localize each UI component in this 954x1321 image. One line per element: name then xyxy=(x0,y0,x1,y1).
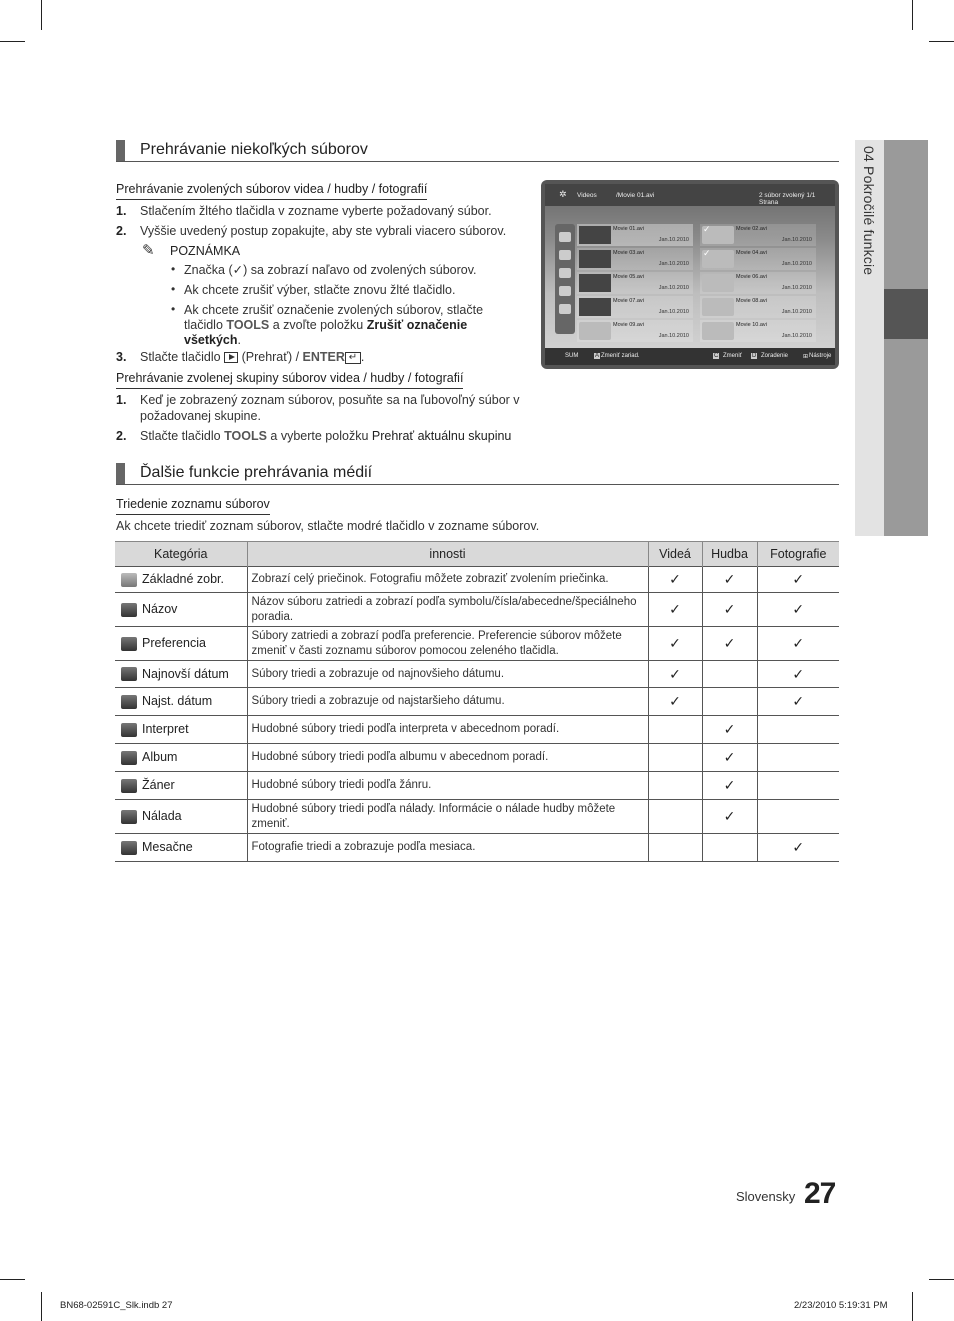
file-date: Jan.10.2010 xyxy=(658,285,689,291)
file-date: Jan.10.2010 xyxy=(781,285,812,291)
artist-icon xyxy=(121,723,137,737)
category-cell: Základné zobr. xyxy=(115,567,247,593)
step-number: 3. xyxy=(116,350,127,364)
calendar-30-icon xyxy=(559,268,571,278)
file-date: Jan.10.2010 xyxy=(781,261,812,267)
music-check-cell: ✓ xyxy=(702,716,757,744)
music-check-cell xyxy=(702,834,757,862)
header-music: Hudba xyxy=(702,542,757,567)
section-header-multiple-files xyxy=(116,140,839,162)
music-check-cell: ✓ xyxy=(702,593,757,627)
crop-mark xyxy=(41,1292,42,1321)
music-check-cell xyxy=(702,661,757,688)
file-date: Jan.10.2010 xyxy=(658,333,689,339)
music-check-cell xyxy=(702,688,757,716)
table-row xyxy=(115,744,839,772)
table-row xyxy=(115,716,839,744)
file-date: Jan.10.2010 xyxy=(658,309,689,315)
page-language: Slovensky xyxy=(736,1189,796,1204)
table-row xyxy=(115,627,839,661)
category-cell: Najst. dátum xyxy=(115,688,247,716)
description-cell: Zobrazí celý priečinok. Fotografiu môžete zobraziť zvolením priečinka. xyxy=(247,567,648,593)
tv-category-bar xyxy=(555,224,575,334)
table-header-row xyxy=(115,542,839,567)
tv-screenshot xyxy=(541,180,839,369)
table-row xyxy=(115,800,839,834)
chapter-side-tab xyxy=(855,140,928,536)
photo-check-cell xyxy=(757,772,839,800)
bullet-icon: • xyxy=(171,262,176,276)
description-cell: Hudobné súbory triedi podľa nálady. Informácie o nálade hudby môžete zmeniť. xyxy=(247,800,648,834)
note-item: Ak chcete zrušiť výber, stlačte znovu žlté tlačidlo. xyxy=(184,283,456,297)
video-check-cell xyxy=(648,744,702,772)
step-text: Stlačte tlačidlo TOOLS a vyberte položku Prehrať aktuálnu skupinu xyxy=(140,429,512,443)
step-text: Stlačením žltého tlačidla v zozname vyberte požadovaný súbor. xyxy=(140,204,492,218)
category-cell: Žáner xyxy=(115,772,247,800)
video-thumbnail xyxy=(579,298,611,316)
step-text: Keď je zobrazený zoznam súborov, posuňte sa na ľubovoľný súbor v xyxy=(140,393,520,407)
category-cell: Nálada xyxy=(115,800,247,834)
file-name: Movie 08.avi xyxy=(736,298,767,304)
photo-check-cell: ✓ xyxy=(757,688,839,716)
section-title: Ďalšie funkcie prehrávania médií xyxy=(140,464,373,481)
video-check-cell xyxy=(648,772,702,800)
tv-file-item[interactable] xyxy=(700,272,816,294)
photo-check-cell: ✓ xyxy=(757,567,839,593)
file-date: Jan.10.2010 xyxy=(781,237,812,243)
description-cell: Fotografie triedi a zobrazuje podľa mesiaca. xyxy=(247,834,648,862)
checkmark-icon: ✓ xyxy=(232,263,244,277)
monthly-icon xyxy=(121,841,137,855)
crop-mark xyxy=(929,1279,954,1280)
file-name: Movie 10.avi xyxy=(736,322,767,328)
description-cell: Hudobné súbory triedi podľa žánru. xyxy=(247,772,648,800)
tv-file-item[interactable] xyxy=(577,248,693,270)
page-number: 27 xyxy=(804,1177,836,1210)
file-name: Movie 05.avi xyxy=(613,274,644,280)
video-thumbnail xyxy=(579,226,611,244)
crop-mark xyxy=(0,41,25,42)
music-check-cell: ✓ xyxy=(702,744,757,772)
subheading-selected-files: Prehrávanie zvolených súborov videa / hudby / fotografií xyxy=(116,182,427,200)
file-name: Movie 02.avi xyxy=(736,226,767,232)
tv-status: 2 súbor zvolený 1/1 Strana xyxy=(759,192,816,206)
tv-file-item[interactable] xyxy=(700,248,816,270)
calendar-30-icon xyxy=(121,667,137,681)
file-name: Movie 03.avi xyxy=(613,250,644,256)
print-file-info: BN68-02591C_Slk.indb 27 xyxy=(60,1300,173,1311)
crop-mark xyxy=(912,1292,913,1321)
video-check-cell: ✓ xyxy=(648,627,702,661)
category-cell: Interpret xyxy=(115,716,247,744)
note-item-cont: tlačidlo TOOLS a zvoľte položku Zrušiť označenie xyxy=(184,318,468,332)
film-reel-icon xyxy=(702,274,734,292)
description-cell: Hudobné súbory triedi podľa interpreta v abecednom poradí. xyxy=(247,716,648,744)
mood-icon xyxy=(121,810,137,824)
abc-icon xyxy=(559,250,571,260)
star-icon xyxy=(121,637,137,651)
table-row xyxy=(115,567,839,593)
step-text-cont: požadovanej skupine. xyxy=(140,409,261,423)
tv-file-item[interactable] xyxy=(577,272,693,294)
step-number: 2. xyxy=(116,224,127,238)
video-check-cell: ✓ xyxy=(648,688,702,716)
tv-file-item[interactable] xyxy=(577,224,693,246)
film-reel-icon xyxy=(702,298,734,316)
music-check-cell: ✓ xyxy=(702,772,757,800)
album-icon xyxy=(121,751,137,765)
file-date: Jan.10.2010 xyxy=(781,309,812,315)
tv-title: Videos xyxy=(577,192,597,199)
sort-table xyxy=(115,541,839,862)
subheading-group-files: Prehrávanie zvolenej skupiny súborov videa / hudby / fotografií xyxy=(116,371,463,389)
crop-mark xyxy=(912,0,913,30)
file-name: Movie 01.avi xyxy=(613,226,644,232)
video-thumbnail xyxy=(579,274,611,292)
description-cell: Názov súboru zatriedi a zobrazí podľa symbolu/čísla/abecedne/špeciálneho poradia. xyxy=(247,593,648,627)
film-reel-icon xyxy=(579,322,611,340)
photo-check-cell xyxy=(757,744,839,772)
note-label: POZNÁMKA xyxy=(170,244,241,258)
file-name: Movie 07.avi xyxy=(613,298,644,304)
video-thumbnail xyxy=(579,250,611,268)
table-row xyxy=(115,688,839,716)
file-date: Jan.10.2010 xyxy=(781,333,812,339)
file-date: Jan.10.2010 xyxy=(658,237,689,243)
crop-mark xyxy=(929,41,954,42)
video-check-cell: ✓ xyxy=(648,661,702,688)
video-check-cell xyxy=(648,800,702,834)
crop-mark xyxy=(41,0,42,30)
file-name: Movie 09.avi xyxy=(613,322,644,328)
video-check-cell: ✓ xyxy=(648,593,702,627)
photo-check-cell: ✓ xyxy=(757,834,839,862)
photo-check-cell: ✓ xyxy=(757,661,839,688)
header-videos: Videá xyxy=(648,542,702,567)
category-cell: Preferencia xyxy=(115,627,247,661)
description-cell: Súbory triedi a zobrazuje od najstaršieho dátumu. xyxy=(247,688,648,716)
description-cell: Hudobné súbory triedi podľa albumu v abecednom poradí. xyxy=(247,744,648,772)
music-check-cell: ✓ xyxy=(702,627,757,661)
category-cell: Album xyxy=(115,744,247,772)
step-text: Stlačte tlačidlo (Prehrať) / ENTER ↵ . xyxy=(140,350,365,364)
checkmark-icon: ✓ xyxy=(703,248,711,258)
header-category: Kategória xyxy=(115,542,247,567)
tv-file-item[interactable] xyxy=(700,296,816,318)
calendar-1-icon xyxy=(121,695,137,709)
video-check-cell: ✓ xyxy=(648,567,702,593)
checkmark-icon: ✓ xyxy=(703,224,711,234)
table-row xyxy=(115,772,839,800)
tv-file-item[interactable] xyxy=(700,320,816,342)
note-item: Značka (✓) sa zobrazí naľavo od zvolených súborov. xyxy=(184,263,477,277)
star-icon xyxy=(559,304,571,314)
bullet-icon: • xyxy=(171,302,176,316)
film-reel-icon xyxy=(702,322,734,340)
tv-path: /Movie 01.avi xyxy=(616,192,655,199)
tv-header xyxy=(545,184,835,206)
play-button-icon xyxy=(224,352,238,363)
category-cell: Najnovší dátum xyxy=(115,661,247,688)
file-name: Movie 04.avi xyxy=(736,250,767,256)
description-cell: Súbory triedi a zobrazuje od najnovšieho dátumu. xyxy=(247,661,648,688)
photo-check-cell: ✓ xyxy=(757,593,839,627)
table-row xyxy=(115,834,839,862)
chapter-label: 04 Pokročilé funkcie xyxy=(861,146,877,276)
section-title: Prehrávanie niekoľkých súborov xyxy=(140,141,368,158)
step-number: 2. xyxy=(116,429,127,443)
calendar-1-icon xyxy=(559,286,571,296)
table-row xyxy=(115,661,839,688)
tools-icon: ⊞ xyxy=(803,354,809,360)
note-item: Ak chcete zrušiť označenie zvolených súborov, stlačte xyxy=(184,303,484,317)
header-operations: innosti xyxy=(247,542,648,567)
bullet-icon: • xyxy=(171,282,176,296)
category-cell: Mesačne xyxy=(115,834,247,862)
enter-button-icon: ↵ xyxy=(345,352,361,364)
folder-icon xyxy=(121,573,137,587)
music-check-cell: ✓ xyxy=(702,800,757,834)
crop-mark xyxy=(0,1279,25,1280)
genre-icon xyxy=(121,779,137,793)
intro-text: Ak chcete triediť zoznam súborov, stlačte modré tlačidlo v zozname súborov. xyxy=(116,519,540,533)
photo-check-cell xyxy=(757,800,839,834)
description-cell: Súbory zatriedi a zobrazí podľa preferencie. Preferencie súborov môžete zmeniť v časti zoznamu súborov pomocou zeleného tlačidla. xyxy=(247,627,648,661)
photo-check-cell: ✓ xyxy=(757,627,839,661)
section-header-more-functions xyxy=(116,463,839,485)
tv-file-item[interactable] xyxy=(577,296,693,318)
note-item-cont: všetkých. xyxy=(184,333,241,347)
table-row xyxy=(115,593,839,627)
category-cell: Názov xyxy=(115,593,247,627)
tv-file-item[interactable] xyxy=(577,320,693,342)
header-photos: Fotografie xyxy=(757,542,839,567)
file-date: Jan.10.2010 xyxy=(658,261,689,267)
step-number: 1. xyxy=(116,204,127,218)
video-check-cell xyxy=(648,716,702,744)
media-icon: ✲ xyxy=(559,189,567,199)
pencil-note-icon: ✎ xyxy=(142,242,155,259)
tv-footer: SUM A Zmeniť zariad. C Zmeniť D Zoradenie ⊞ Nástroje xyxy=(545,348,835,365)
photo-check-cell xyxy=(757,716,839,744)
folder-icon xyxy=(559,232,571,242)
step-text: Vyššie uvedený postup zopakujte, aby ste vybrali viacero súborov. xyxy=(140,224,507,238)
step-number: 1. xyxy=(116,393,127,407)
file-name: Movie 06.avi xyxy=(736,274,767,280)
subheading-sort: Triedenie zoznamu súborov xyxy=(116,497,270,515)
tv-file-item[interactable] xyxy=(700,224,816,246)
video-check-cell xyxy=(648,834,702,862)
music-check-cell: ✓ xyxy=(702,567,757,593)
abc-icon xyxy=(121,603,137,617)
print-date: 2/23/2010 5:19:31 PM xyxy=(794,1300,888,1311)
